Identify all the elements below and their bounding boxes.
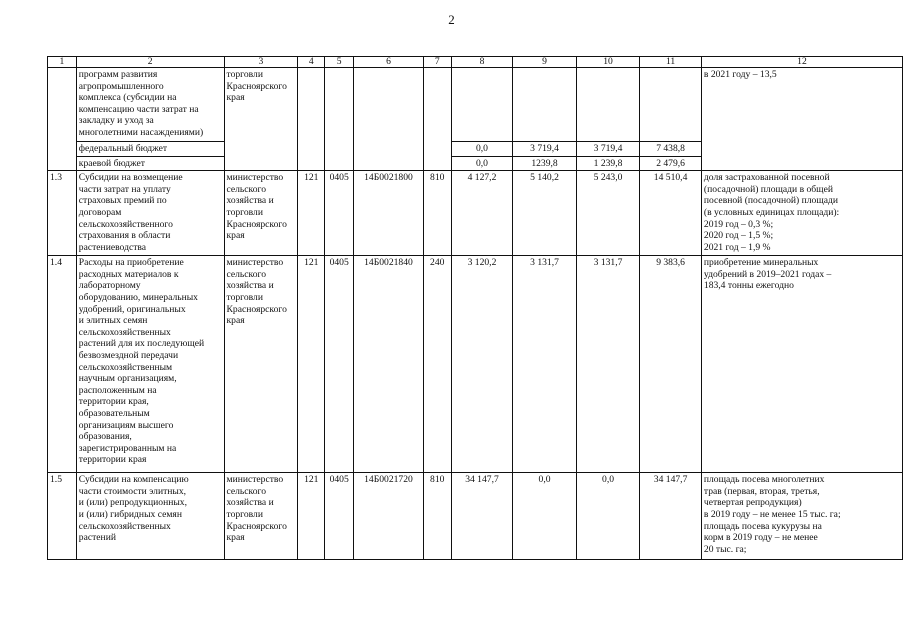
item-name-line: программ развития bbox=[78, 69, 158, 80]
result-line: 20 тыс. га; bbox=[703, 543, 747, 555]
agency-line: министерство bbox=[226, 474, 284, 486]
item-number: 1.5 bbox=[48, 473, 77, 560]
amount-2019: 0,0 bbox=[451, 142, 513, 157]
result-cell bbox=[701, 68, 902, 171]
agency-line: Красноярского bbox=[226, 80, 287, 92]
amount-total: 34 147,7 bbox=[640, 473, 702, 560]
column-number-row bbox=[48, 57, 903, 68]
agency-line: торговли bbox=[226, 206, 263, 218]
item-name-line: сельскохозяйственных bbox=[78, 520, 171, 532]
result-cell bbox=[701, 171, 902, 256]
csr-cell bbox=[354, 68, 424, 171]
item-name-line: расходных материалов к bbox=[78, 268, 179, 280]
amount-2019: 34 147,7 bbox=[451, 473, 513, 560]
table-row bbox=[48, 256, 903, 473]
item-name-line: растениеводства bbox=[78, 241, 147, 253]
page-number: 2 bbox=[448, 12, 455, 27]
amount-2020: 0,0 bbox=[513, 473, 577, 560]
item-name-line: научным организациям, bbox=[78, 373, 177, 385]
amount-cell bbox=[513, 68, 577, 142]
amount-cell bbox=[451, 68, 513, 142]
item-name-line: компенсацию части затрат на bbox=[78, 103, 199, 115]
amount-2020: 5 140,2 bbox=[513, 171, 577, 256]
rzpr-cell: 0405 bbox=[325, 171, 354, 256]
item-name-line: образования, bbox=[78, 431, 132, 443]
result-cell bbox=[701, 256, 902, 473]
result-line: приобретение минеральных bbox=[703, 257, 819, 269]
result-line: трав (первая, вторая, третья, bbox=[703, 485, 820, 497]
agency-line: Красноярского bbox=[226, 303, 287, 315]
agency-cell bbox=[224, 473, 298, 560]
agency-cell bbox=[224, 256, 298, 473]
item-name-cell bbox=[76, 473, 224, 560]
item-name-line: страхования в области bbox=[78, 230, 171, 242]
result-line: (в условных единицах площади): bbox=[703, 206, 840, 218]
item-name-line: растений bbox=[78, 532, 116, 544]
item-name-line: растений для их последующей bbox=[78, 338, 205, 350]
amount-2019: 3 120,2 bbox=[451, 256, 513, 473]
item-name-line: лабораторному bbox=[78, 280, 141, 292]
item-name-line: Расходы на приобретение bbox=[78, 257, 184, 269]
result-line: 2019 год – 0,3 %; bbox=[703, 218, 774, 230]
result-line: корм в 2019 году – не менее bbox=[703, 532, 818, 544]
agency-line: сельского bbox=[226, 485, 267, 497]
agency-line: края bbox=[226, 92, 245, 104]
item-number: 1.4 bbox=[48, 256, 77, 473]
agency-line: Красноярского bbox=[226, 218, 287, 230]
item-name-line: и (или) репродукционных, bbox=[78, 497, 187, 509]
grbs-cell: 121 bbox=[298, 473, 325, 560]
item-name-cell bbox=[76, 256, 224, 473]
item-name-line: оборудованию, минеральных bbox=[78, 291, 198, 303]
item-name-line: части затрат на уплату bbox=[78, 183, 171, 195]
amount-2020: 3 719,4 bbox=[513, 142, 577, 157]
amount-2021: 0,0 bbox=[576, 473, 640, 560]
item-name-line: расположенным на bbox=[78, 384, 157, 396]
item-name-line: территории края, bbox=[78, 396, 149, 408]
col-header: 7 bbox=[423, 57, 451, 68]
vr-cell bbox=[423, 68, 451, 171]
amount-total: 14 510,4 bbox=[640, 171, 702, 256]
col-header: 11 bbox=[640, 57, 702, 68]
result-cell bbox=[701, 473, 902, 560]
vr-cell: 240 bbox=[423, 256, 451, 473]
item-name-line: Субсидии на компенсацию bbox=[78, 474, 189, 486]
csr-cell: 14Б0021720 bbox=[354, 473, 424, 560]
csr-cell: 14Б0021800 bbox=[354, 171, 424, 256]
result-line: посевной (посадочной) площади bbox=[703, 195, 838, 207]
agency-line: министерство bbox=[226, 172, 284, 184]
amount-2019: 4 127,2 bbox=[451, 171, 513, 256]
item-name-line: и (или) гибридных семян bbox=[78, 508, 182, 520]
amount-2021: 3 131,7 bbox=[576, 256, 640, 473]
item-name-line: договорам bbox=[78, 206, 122, 218]
item-name-line: многолетними насаждениями) bbox=[78, 126, 204, 138]
item-number: 1.3 bbox=[48, 171, 77, 256]
col-header: 2 bbox=[76, 57, 224, 68]
agency-line: министерство bbox=[226, 257, 284, 269]
item-name-line: сельскохозяйственным bbox=[78, 361, 173, 373]
item-name-line: страховых премий по bbox=[78, 195, 167, 207]
item-name-line: сельскохозяйственного bbox=[78, 218, 173, 230]
agency-line: сельского bbox=[226, 268, 267, 280]
amount-total: 2 479,6 bbox=[640, 156, 702, 171]
agency-line: торговли bbox=[226, 508, 263, 520]
col-header: 1 bbox=[48, 57, 77, 68]
amount-2020: 1239,8 bbox=[513, 156, 577, 171]
item-name-line: образовательным bbox=[78, 407, 150, 419]
csr-cell: 14Б0021840 bbox=[354, 256, 424, 473]
table-row bbox=[48, 171, 903, 256]
agency-line: торговли bbox=[226, 69, 263, 80]
agency-line: хозяйства и bbox=[226, 497, 274, 509]
item-name-line: удобрений, оригинальных bbox=[78, 303, 186, 315]
budget-label: краевой бюджет bbox=[76, 156, 224, 171]
col-header: 6 bbox=[354, 57, 424, 68]
agency-line: сельского bbox=[226, 183, 267, 195]
agency-line: хозяйства и bbox=[226, 195, 274, 207]
amount-cell bbox=[640, 68, 702, 142]
amount-2021: 1 239,8 bbox=[576, 156, 640, 171]
item-name-line: организациям высшего bbox=[78, 419, 174, 431]
table-row-continuation bbox=[48, 68, 903, 142]
agency-line: края bbox=[226, 532, 245, 544]
item-name-line: комплекса (субсидии на bbox=[78, 92, 177, 104]
agency-line: Красноярского bbox=[226, 520, 287, 532]
vr-cell: 810 bbox=[423, 473, 451, 560]
item-name-line: агропромышленного bbox=[78, 80, 164, 92]
amount-2021: 3 719,4 bbox=[576, 142, 640, 157]
item-name-line: части стоимости элитных, bbox=[78, 485, 187, 497]
amount-2021: 5 243,0 bbox=[576, 171, 640, 256]
agency-cell bbox=[224, 171, 298, 256]
result-line: 183,4 тонны ежегодно bbox=[703, 280, 794, 292]
agency-line: края bbox=[226, 315, 245, 327]
col-header: 5 bbox=[325, 57, 354, 68]
result-line: удобрений в 2019–2021 годах – bbox=[703, 268, 832, 280]
amount-total: 7 438,8 bbox=[640, 142, 702, 157]
item-name-line: безвозмездной передачи bbox=[78, 349, 179, 361]
result-line: в 2021 году – 13,5 bbox=[703, 69, 777, 80]
col-header: 4 bbox=[298, 57, 325, 68]
col-header: 3 bbox=[224, 57, 298, 68]
result-line: 2021 год – 1,9 % bbox=[703, 241, 771, 253]
item-number-cell bbox=[48, 68, 77, 171]
item-name-line: сельскохозяйственных bbox=[78, 326, 171, 338]
agency-line: торговли bbox=[226, 291, 263, 303]
amount-2020: 3 131,7 bbox=[513, 256, 577, 473]
item-name-line: закладку и уход за bbox=[78, 115, 154, 127]
grbs-cell bbox=[298, 68, 325, 171]
table-row bbox=[48, 473, 903, 560]
agency-cell bbox=[224, 68, 298, 171]
item-name-line: зарегистрированным на bbox=[78, 442, 177, 454]
result-line: площадь посева кукурузы на bbox=[703, 520, 822, 532]
item-name-cell bbox=[76, 68, 224, 142]
item-name-line: и элитных семян bbox=[78, 315, 148, 327]
col-header: 9 bbox=[513, 57, 577, 68]
amount-2019: 0,0 bbox=[451, 156, 513, 171]
grbs-cell: 121 bbox=[298, 256, 325, 473]
budget-table bbox=[47, 56, 903, 560]
result-line: площадь посева многолетних bbox=[703, 474, 825, 486]
amount-cell bbox=[576, 68, 640, 142]
item-name-cell bbox=[76, 171, 224, 256]
item-name-line: Субсидии на возмещение bbox=[78, 172, 183, 184]
rzpr-cell: 0405 bbox=[325, 473, 354, 560]
agency-line: хозяйства и bbox=[226, 280, 274, 292]
item-name-line: территории края bbox=[78, 454, 147, 466]
result-line: в 2019 году – не менее 15 тыс. га; bbox=[703, 508, 841, 520]
budget-label: федеральный бюджет bbox=[76, 142, 224, 157]
vr-cell: 810 bbox=[423, 171, 451, 256]
rzpr-cell: 0405 bbox=[325, 256, 354, 473]
col-header: 10 bbox=[576, 57, 640, 68]
result-line: четвертая репродукция) bbox=[703, 497, 802, 509]
col-header: 12 bbox=[701, 57, 902, 68]
grbs-cell: 121 bbox=[298, 171, 325, 256]
amount-total: 9 383,6 bbox=[640, 256, 702, 473]
agency-line: края bbox=[226, 230, 245, 242]
result-line: доля застрахованной посевной bbox=[703, 172, 830, 184]
result-line: (посадочной) площади в общей bbox=[703, 183, 833, 195]
rzpr-cell bbox=[325, 68, 354, 171]
col-header: 8 bbox=[451, 57, 513, 68]
result-line: 2020 год – 1,5 %; bbox=[703, 230, 774, 242]
